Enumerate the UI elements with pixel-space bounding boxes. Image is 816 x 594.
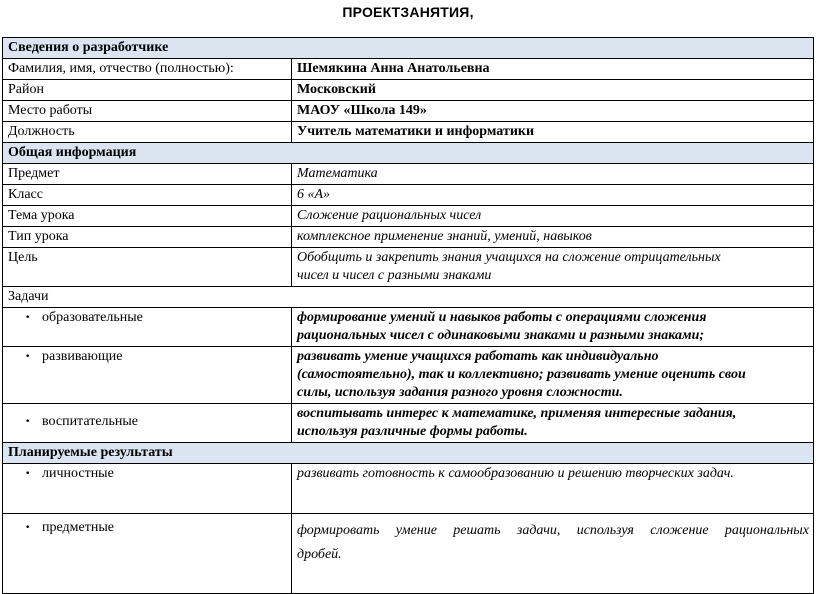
result-label-cell bbox=[3, 514, 292, 594]
bullet-icon: • bbox=[25, 523, 31, 533]
row-label: Фамилия, имя, отчество (полностью): bbox=[3, 59, 292, 80]
section-title: Планируемые результаты bbox=[3, 443, 814, 464]
bullet-icon: • bbox=[25, 313, 31, 323]
table-row bbox=[3, 248, 814, 287]
developer-district: Московский bbox=[292, 80, 814, 101]
table-row bbox=[3, 464, 814, 514]
task-upbringing-value bbox=[292, 404, 814, 443]
page-title: ПРОЕКТЗАНЯТИЯ, bbox=[342, 4, 474, 20]
table-row bbox=[3, 122, 814, 143]
task-developmental-value bbox=[292, 347, 814, 404]
row-label: Предмет bbox=[3, 164, 292, 185]
task-label: воспитательные bbox=[42, 414, 139, 429]
table-row bbox=[3, 185, 814, 206]
table-row bbox=[3, 347, 814, 404]
table-row bbox=[3, 164, 814, 185]
section-title: Общая информация bbox=[3, 143, 814, 164]
result-label: личностные bbox=[42, 466, 114, 481]
result-label-cell bbox=[3, 464, 292, 514]
row-label: Цель bbox=[3, 248, 292, 287]
text-line: (самостоятельно), так и коллективно; развивать умение оценить свои bbox=[297, 367, 746, 382]
text-line: формирование умений и навыков работы с операциями сложения bbox=[297, 310, 707, 325]
table-row bbox=[3, 404, 814, 443]
developer-full-name: Шемякина Анна Анатольевна bbox=[292, 59, 814, 80]
table-row bbox=[3, 514, 814, 594]
table-row bbox=[3, 80, 814, 101]
bullet-icon: • bbox=[25, 469, 31, 479]
row-label: Тема урока bbox=[3, 206, 292, 227]
goal-value bbox=[292, 248, 814, 287]
developer-workplace: МАОУ «Школа 149» bbox=[292, 101, 814, 122]
lesson-topic-value: Сложение рациональных чисел bbox=[292, 206, 814, 227]
table-row bbox=[3, 227, 814, 248]
tasks-label: Задачи bbox=[3, 287, 814, 308]
text-line: силы, используя задания разного уровня сложности. bbox=[297, 385, 623, 400]
lesson-type-value: комплексное применение знаний, умений, навыков bbox=[292, 227, 814, 248]
developer-position: Учитель математики и информатики bbox=[292, 122, 814, 143]
personal-results-value: развивать готовность к самообразованию и решению творческих задач. bbox=[292, 464, 814, 514]
task-label-cell bbox=[3, 308, 292, 347]
row-label: Тип урока bbox=[3, 227, 292, 248]
section-results-header bbox=[3, 443, 814, 464]
task-label-cell bbox=[3, 404, 292, 443]
text-line: развивать умение учащихся работать как индивидуально bbox=[297, 349, 659, 364]
section-title: Сведения о разработчике bbox=[3, 38, 814, 59]
subject-value: Математика bbox=[292, 164, 814, 185]
text-line: Обобщить и закрепить знания учащихся на сложение отрицательных bbox=[297, 250, 721, 265]
text-line: воспитывать интерес к математике, применяя интересные задания, bbox=[297, 406, 737, 421]
task-educational-value bbox=[292, 308, 814, 347]
row-label: Должность bbox=[3, 122, 292, 143]
result-label: предметные bbox=[42, 520, 114, 535]
task-label: образовательные bbox=[42, 310, 143, 325]
bullet-icon: • bbox=[25, 417, 31, 427]
section-developer-header bbox=[3, 38, 814, 59]
table-row bbox=[3, 101, 814, 122]
table-row bbox=[3, 59, 814, 80]
row-label: Район bbox=[3, 80, 292, 101]
table-row bbox=[3, 206, 814, 227]
table-row bbox=[3, 287, 814, 308]
text-line: рациональных чисел с одинаковыми знаками и разными знаками; bbox=[297, 328, 705, 343]
task-label-cell bbox=[3, 347, 292, 404]
text-line: дробей. bbox=[297, 547, 342, 562]
row-label: Класс bbox=[3, 185, 292, 206]
text-line: чисел и чисел с разными знаками bbox=[297, 268, 492, 283]
table-row bbox=[3, 308, 814, 347]
text-line: используя различные формы работы. bbox=[297, 424, 528, 439]
bullet-icon: • bbox=[25, 352, 31, 362]
section-general-header bbox=[3, 143, 814, 164]
row-label: Место работы bbox=[3, 101, 292, 122]
task-label: развивающие bbox=[42, 349, 123, 364]
text-line: формировать умение решать задачи, используя сложение рациональных bbox=[297, 523, 809, 538]
class-value: 6 «А» bbox=[292, 185, 814, 206]
subject-results-value bbox=[292, 514, 814, 594]
lesson-project-table bbox=[2, 37, 814, 594]
